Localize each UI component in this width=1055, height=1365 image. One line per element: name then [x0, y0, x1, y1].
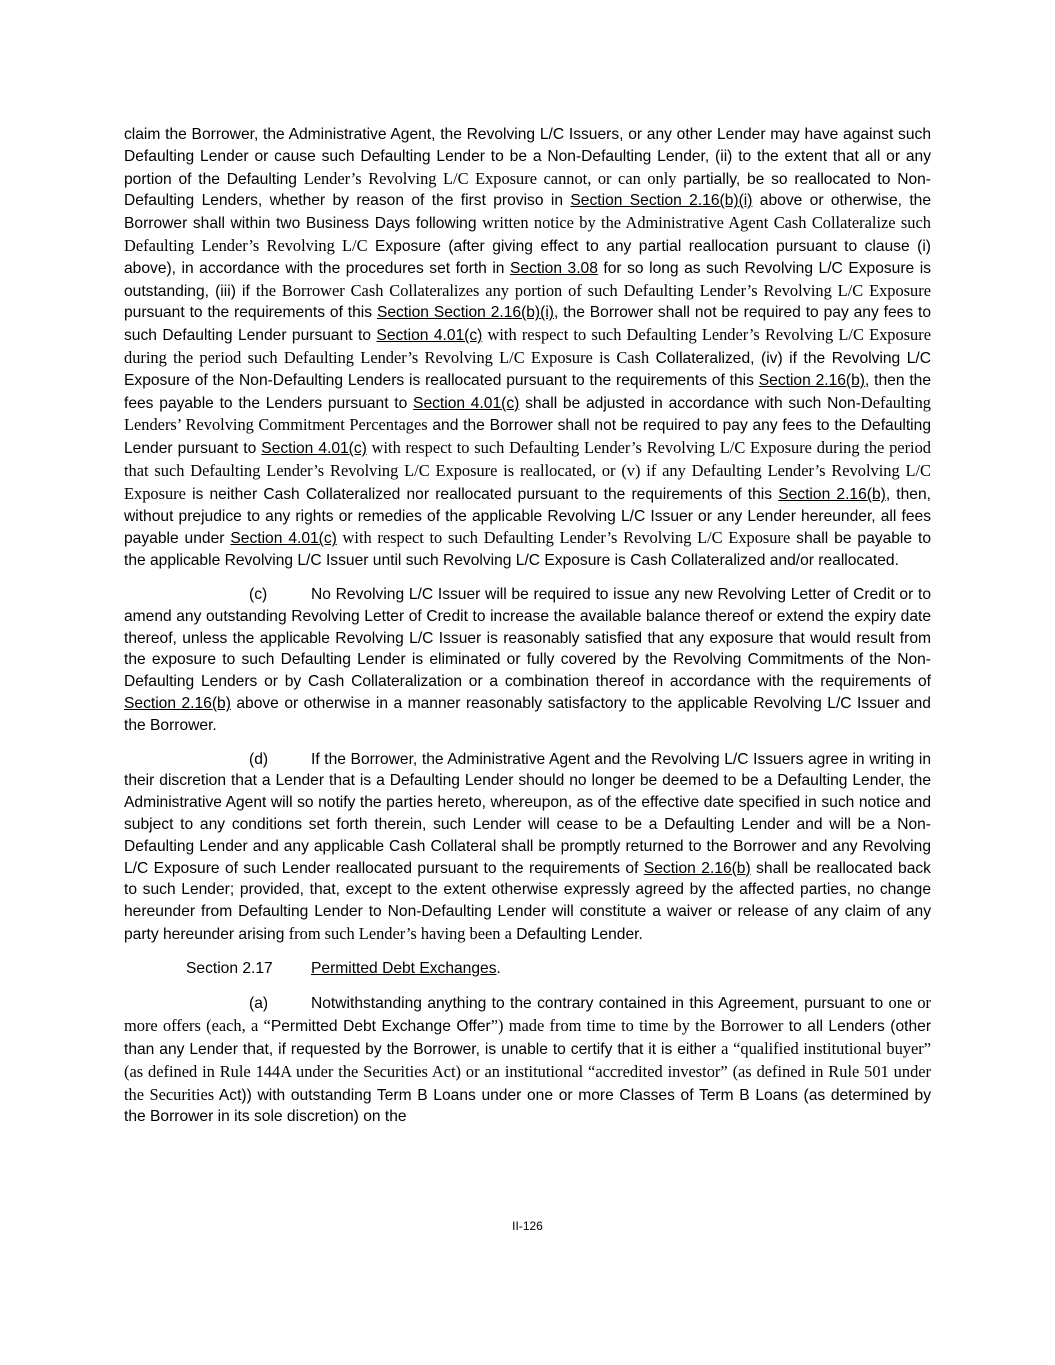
- clause-label: (a): [249, 995, 269, 1013]
- paragraph-defaulting-lender-continued: claim the Borrower, the Administrative Agent, the Revolving L/C Issuers, or any other Lender may have against such Defaulting Lender or cause such Defaulting Lender to be a Non-Defaulting Lender, (ii) to the extent that all or any portion of the Defaulting Lender’s Revolving L/C Exposure cannot, or can only partially, be so reallocated to Non-Defaulting Lenders, whether by reason of the first proviso in Section Section 2.16(b)(i) above or otherwise, the Borrower shall within two Business Days following written notice by the Administrative Agent Cash Collateralize such Defaulting Lender’s Revolving L/C Exposure (after giving effect to any partial reallocation pursuant to clause (i) above), in accordance with the procedures set forth in Section 3.08 for so long as such Revolving L/C Exposure is outstanding, (iii) if the Borrower Cash Collateralizes any portion of such Defaulting Lender’s Revolving L/C Exposure pursuant to the requirements of this Section Section 2.16(b)(i), the Borrower shall not be required to pay any fees to such Defaulting Lender pursuant to Section 4.01(c) with respect to such Defaulting Lender’s Revolving L/C Exposure during the period such Defaulting Lender’s Revolving L/C Exposure is Cash Collateralized, (iv) if the Revolving L/C Exposure of the Non-Defaulting Lenders is reallocated pursuant to the requirements of this Section 2.16(b), then the fees payable to the Lenders pursuant to Section 4.01(c) shall be adjusted in accordance with such Non-Defaulting Lenders’ Revolving Commitment Percentages and the Borrower shall not be required to pay any fees to the Defaulting Lender pursuant to Section 4.01(c) with respect to such Defaulting Lender’s Revolving L/C Exposure during the period that such Defaulting Lender’s Revolving L/C Exposure is reallocated, or (v) if any Defaulting Lender’s Revolving L/C Exposure is neither Cash Collateralized nor reallocated pursuant to the requirements of this Section 2.16(b), then, without prejudice to any rights or remedies of the applicable Revolving L/C Issuer or any Lender hereunder, all fees payable under Section 4.01(c) with respect to such Defaulting Lender’s Revolving L/C Exposure shall be payable to the applicable Revolving L/C Issuer until such Revolving L/C Exposure is Cash Collateralized and/or reallocated.: [124, 126, 932, 570]
- section-title: Permitted Debt Exchanges: [311, 959, 497, 977]
- section-reference-link[interactable]: Section 3.08: [510, 259, 598, 277]
- section-reference-link[interactable]: Section Section 2.16(b)(i): [376, 304, 554, 322]
- section-heading: Section 2.17 Permitted Debt Exchanges.: [186, 958, 931, 980]
- section-reference-link[interactable]: Section 2.16(b): [124, 694, 231, 712]
- defined-term: Permitted Debt Exchange Offer: [270, 1018, 491, 1036]
- page-number: II-126: [512, 1219, 543, 1233]
- clause-label: (d): [249, 750, 269, 768]
- section-reference-link[interactable]: Section 2.16(b): [643, 859, 751, 877]
- section-reference-link[interactable]: Section 4.01(c): [261, 440, 367, 458]
- paragraph-a: (a) Notwithstanding anything to the contrary contained in this Agreement, pursuant to one or more offers (each, a “Permitted Debt Exchange Offer”) made from time to time by the Borrower to all Lenders (other than any Lender that, if requested by the Borrower, is unable to certify that it is either a “qualified institutional buyer” (as defined in Rule 144A under the Securities Act) or an institutional “accredited investor” (as defined in Rule 501 under the Securities Act)) with outstanding Term B Loans under one or more Classes of Term B Loans (as determined by the Borrower in its sole discretion) on the: [124, 993, 932, 1126]
- section-number: Section 2.17: [186, 959, 273, 977]
- clause-label: (c): [249, 585, 268, 603]
- paragraph-c: (c) No Revolving L/C Issuer will be required to issue any new Revolving Letter of Credit or to amend any outstanding Revolving Letter of Credit to increase the available balance thereof or extend the expiry date thereof, unless the applicable Revolving L/C Issuer is reasonably satisfied that any exposure that would result from the exposure to such Defaulting Lender is eliminated or fully covered by the Revolving Commitments of the Non-Defaulting Lenders or by Cash Collateralization or a combination thereof in accordance with the requirements of Section 2.16(b) above or otherwise in a manner reasonably satisfactory to the applicable Revolving L/C Issuer and the Borrower.: [124, 585, 931, 734]
- section-reference-link[interactable]: Section 2.16(b): [758, 371, 865, 389]
- document-body: [124, 124, 931, 1140]
- section-reference-link[interactable]: Section 4.01(c): [376, 327, 483, 345]
- section-reference-link[interactable]: Section 4.01(c): [413, 394, 520, 412]
- paragraph-d: (d) If the Borrower, the Administrative Agent and the Revolving L/C Issuers agree in writing in their discretion that a Lender that is a Defaulting Lender should no longer be deemed to be a Defaulting Lender, the Administrative Agent will so notify the parties hereto, whereupon, as of the effective date specified in such notice and subject to any conditions set forth therein, such Lender will cease to be a Defaulting Lender and will be a Non-Defaulting Lender and any applicable Cash Collateral shall be promptly returned to the Borrower and any Revolving L/C Exposure of such Lender reallocated pursuant to the requirements of Section 2.16(b) shall be reallocated back to such Lender; provided, that, except to the extent otherwise expressly agreed by the affected parties, no change hereunder from Defaulting Lender to Non-Defaulting Lender will constitute a waiver or release of any claim of any party hereunder arising from such Lender’s having been a Defaulting Lender.: [124, 750, 931, 943]
- section-reference-link[interactable]: Section Section 2.16(b)(i): [570, 192, 753, 210]
- section-reference-link[interactable]: Section 2.16(b): [778, 485, 886, 503]
- section-reference-link[interactable]: Section 4.01(c): [230, 530, 337, 548]
